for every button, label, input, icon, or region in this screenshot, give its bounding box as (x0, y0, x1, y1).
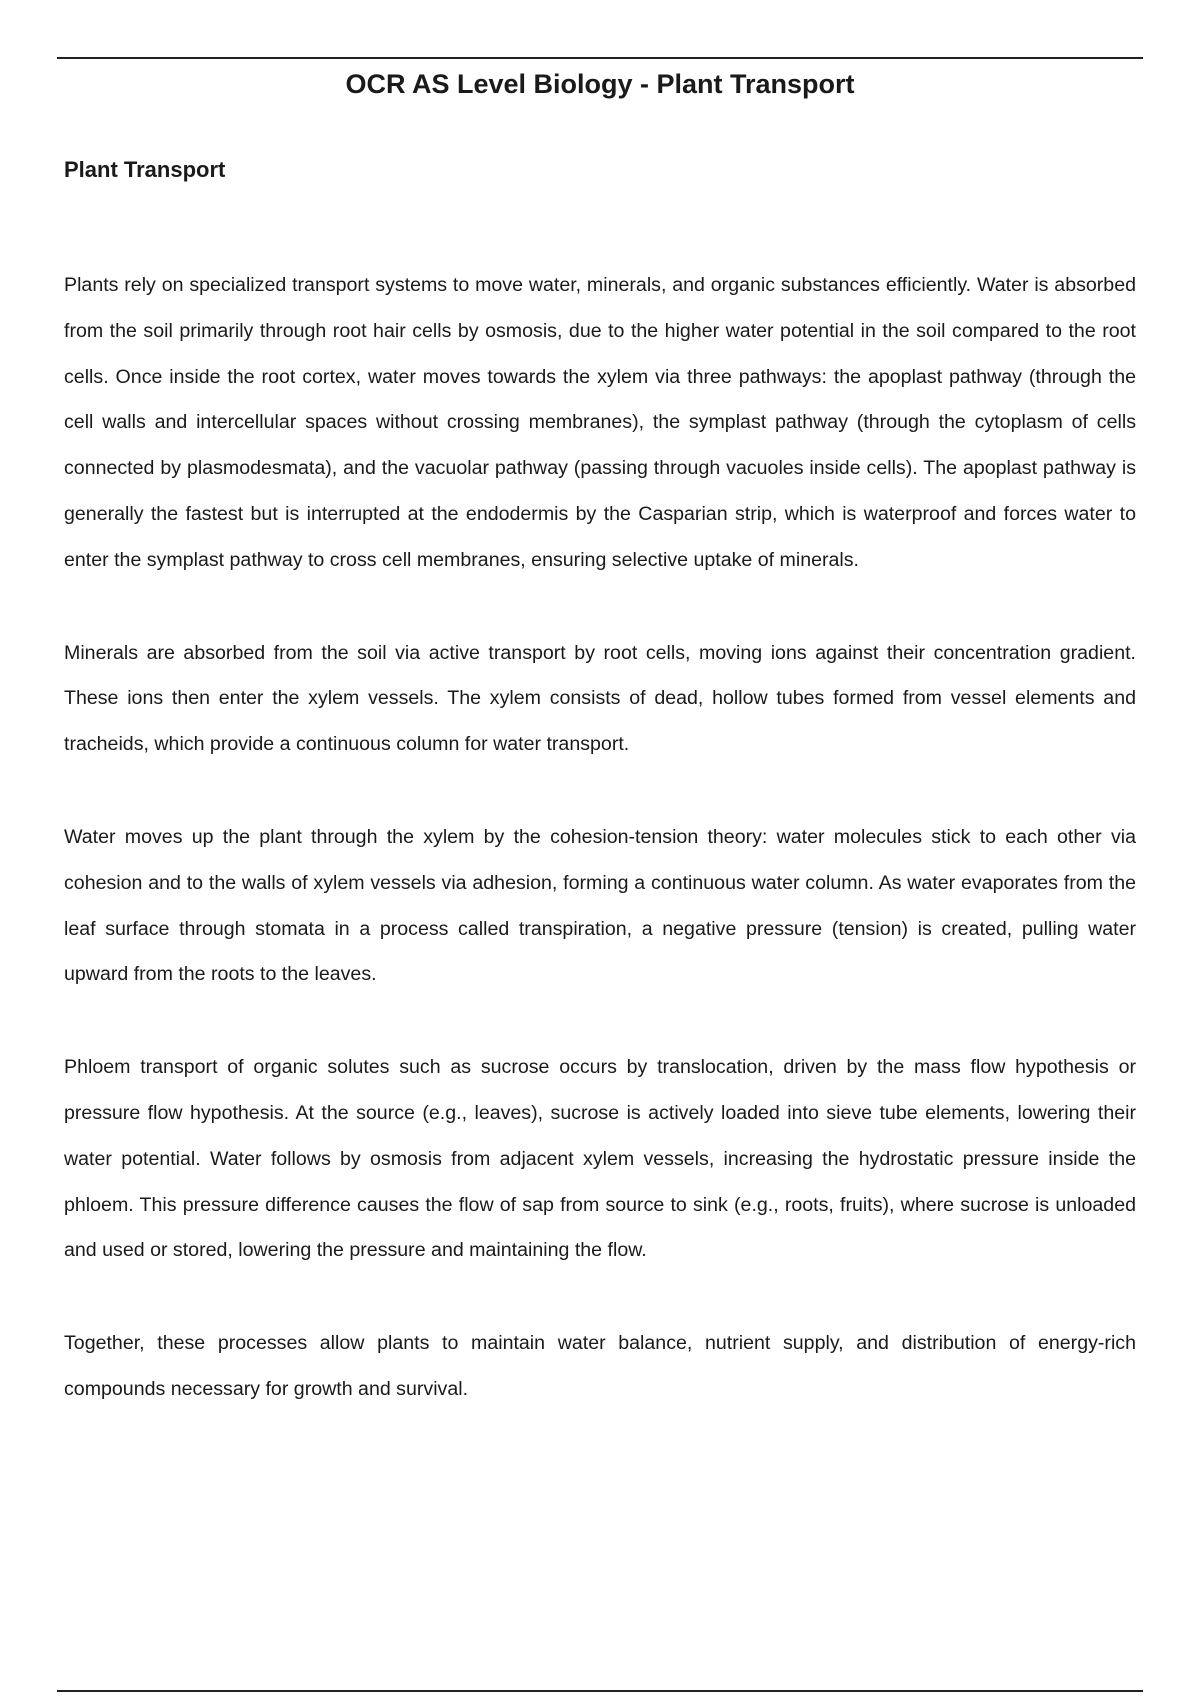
paragraph-cohesion-tension: Water moves up the plant through the xylem by the cohesion-tension theory: water molecules stick to each other via cohesion and to the walls of xylem vessels via adhesion, forming a continuous water column. As water evaporates from the leaf surface through stomata in a process called transpiration, a negative pressure (tension) is created, pulling water upward from the roots to the leaves. (64, 825, 1136, 986)
bottom-divider (57, 1690, 1143, 1692)
top-divider (57, 57, 1143, 59)
paragraph-mineral-uptake: Minerals are absorbed from the soil via active transport by root cells, moving ions against their concentration gradient. These ions then enter the xylem vessels. The xylem consists of dead, hollow tubes formed from vessel elements and tracheids, which provide a continuous column for water transport. (64, 641, 1136, 756)
paragraph-water-uptake: Plants rely on specialized transport systems to move water, minerals, and organic substances efficiently. Water is absorbed from the soil primarily through root hair cells by osmosis, due to the higher water potential in the soil compared to the root cells. Once inside the root cortex, water moves towards the xylem via three pathways: the apoplast pathway (through the cell walls and intercellular spaces without crossing membranes), the symplast pathway (through the cytoplasm of cells connected by plasmodesmata), and the vacuolar pathway (passing through vacuoles inside cells). The apoplast pathway is generally the fastest but is interrupted at the endodermis by the Casparian strip, which is waterproof and forces water to enter the symplast pathway to cross cell membranes, ensuring selective uptake of minerals. (64, 274, 1136, 571)
document-title: OCR AS Level Biology - Plant Transport (345, 69, 855, 99)
paragraph-phloem-translocation: Phloem transport of organic solutes such as sucrose occurs by translocation, driven by the mass flow hypothesis or pressure flow hypothesis. At the source (e.g., leaves), sucrose is actively loaded into sieve tube elements, lowering their water potential. Water follows by osmosis from adjacent xylem vessels, increasing the hydrostatic pressure inside the phloem. This pressure difference causes the flow of sap from source to sink (e.g., roots, fruits), where sucrose is unloaded and used or stored, lowering the pressure and maintaining the flow. (64, 1056, 1136, 1262)
paragraph-summary: Together, these processes allow plants to maintain water balance, nutrient supply, and distribution of energy-rich compounds necessary for growth and survival. (64, 1332, 1136, 1400)
document-body (64, 263, 1136, 1460)
section-heading: Plant Transport (64, 157, 226, 182)
